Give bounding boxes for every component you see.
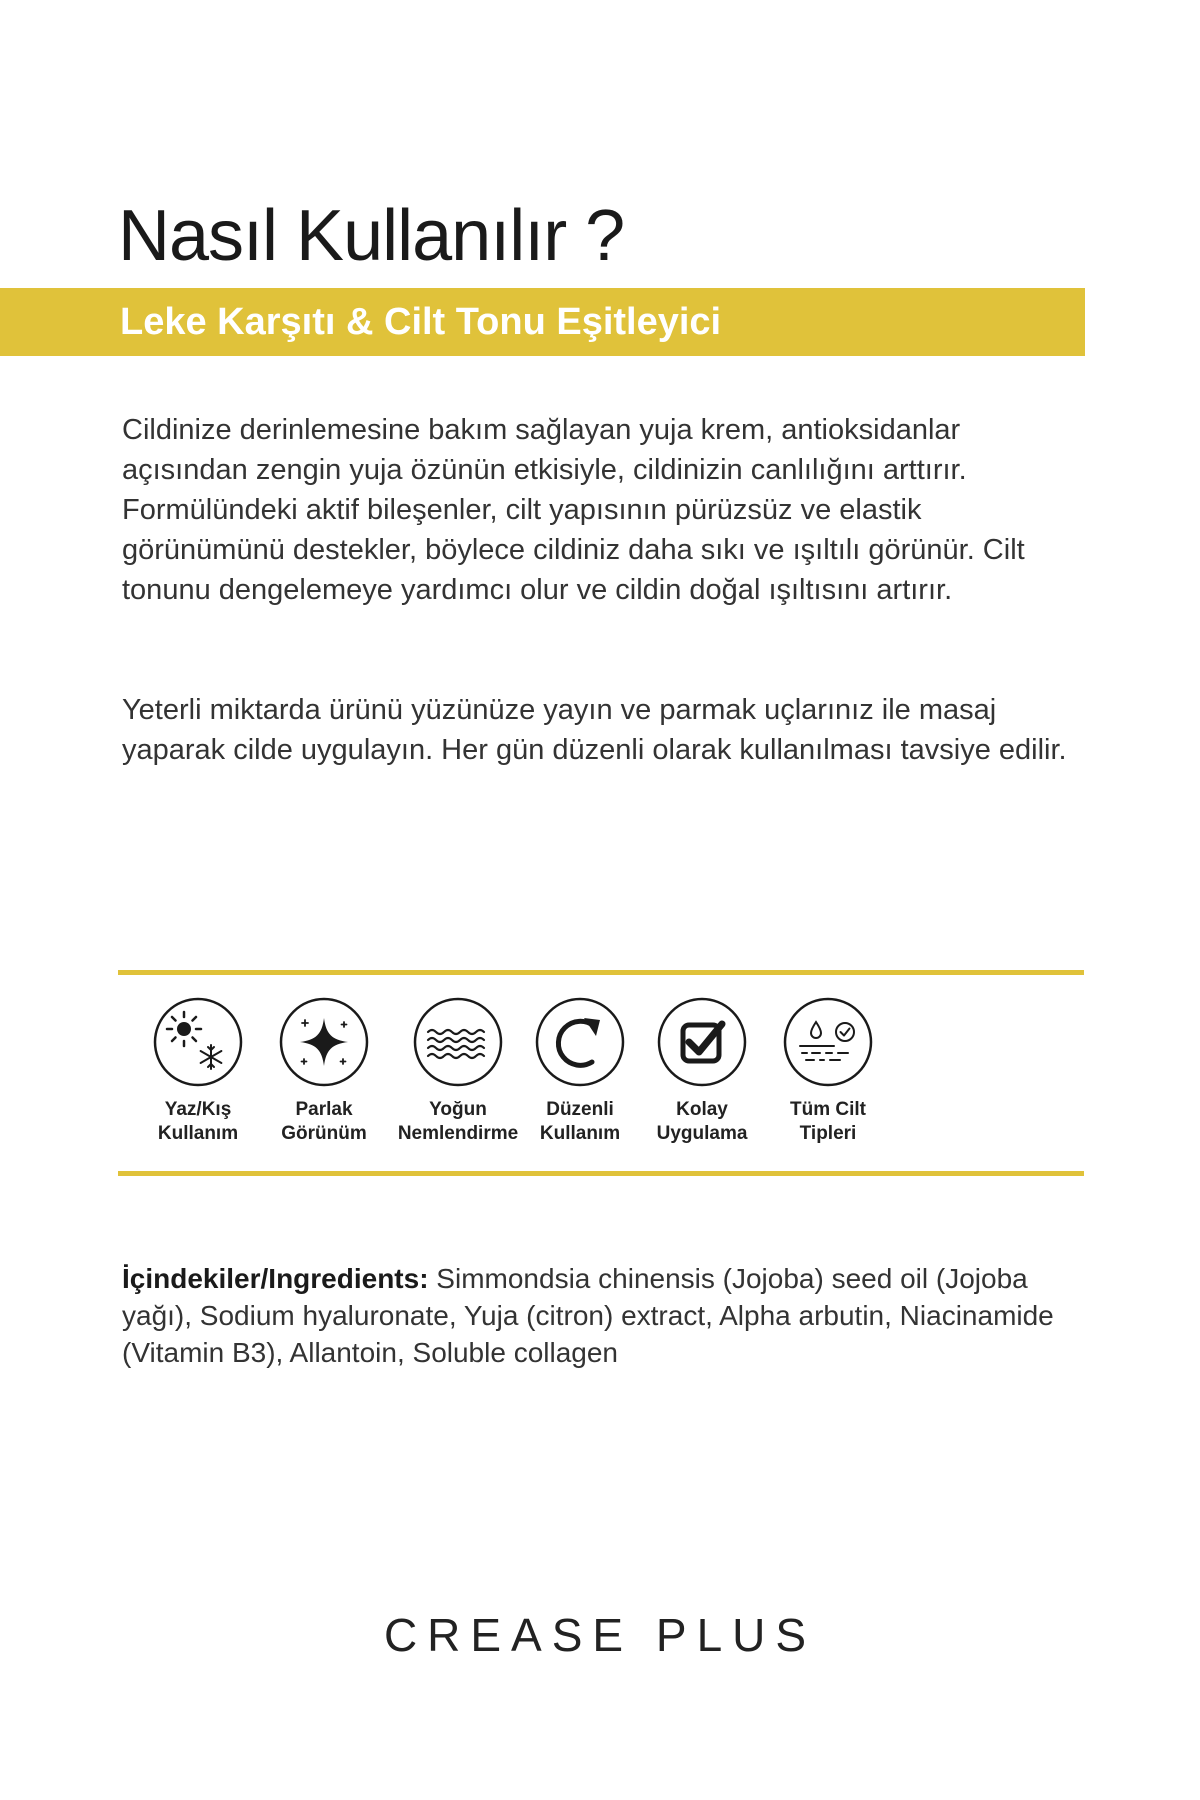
feature-label: Parlak Görünüm bbox=[281, 1099, 367, 1144]
feature-label: Kolay Uygulama bbox=[656, 1099, 748, 1144]
subtitle-banner bbox=[0, 288, 1085, 356]
divider-bottom bbox=[118, 1171, 1084, 1176]
checkbox-icon bbox=[656, 996, 748, 1088]
feature-item bbox=[510, 996, 650, 1146]
feature-label: Düzenli Kullanım bbox=[539, 1099, 621, 1144]
skin-layers-icon bbox=[782, 996, 874, 1088]
feature-label: Yaz/Kış Kullanım bbox=[157, 1099, 239, 1144]
feature-icons-row bbox=[118, 996, 1084, 1156]
feature-item bbox=[254, 996, 394, 1146]
feature-label: Yoğun Nemlendirme bbox=[397, 1099, 519, 1144]
subtitle-banner-text: Leke Karşıtı & Cilt Tonu Eşitleyici bbox=[120, 301, 722, 343]
feature-label: Tüm Cilt Tipleri bbox=[790, 1099, 866, 1144]
ingredients-text: Simmondsia chinensis (Jojoba) seed oil (Jojoba yağı), Sodium hyaluronate, Yuja (citron) extract, Alpha arbutin, Niacinamide (Vitamin B3), Allantoin, Soluble collagen bbox=[122, 1263, 1054, 1368]
page-title: Nasıl Kullanılır ? bbox=[118, 196, 625, 276]
divider-top bbox=[118, 970, 1084, 975]
ingredients-label: İçindekiler/Ingredients: bbox=[122, 1263, 429, 1294]
feature-item bbox=[128, 996, 268, 1146]
brand-logo-text: CREASE PLUS bbox=[383, 1609, 817, 1661]
sun-snowflake-icon bbox=[152, 996, 244, 1088]
feature-item bbox=[632, 996, 772, 1146]
feature-item bbox=[758, 996, 898, 1146]
feature-item bbox=[388, 996, 528, 1146]
refresh-arrow-icon bbox=[534, 996, 626, 1088]
ingredients-section bbox=[122, 1260, 1082, 1371]
sparkle-icon bbox=[278, 996, 370, 1088]
usage-paragraph: Yeterli miktarda ürünü yüzünüze yayın ve parmak uçlarınız ile masaj yaparak cilde uygulayın. Her gün düzenli olarak kullanılması tavsiye edilir. bbox=[122, 694, 1067, 766]
description-paragraph: Cildinize derinlemesine bakım sağlayan yuja krem, antioksidanlar açısından zengin yuja özünün etkisiyle, cildinizin canlılığını arttırır. Formülündeki aktif bileşenler, cilt yapısının pürüzsüz ve elastik görünümünü destekler, böylece cildiniz daha sıkı ve ışıltılı görünür. Cilt tonunu dengelemeye yardımcı olur ve cildin doğal ışıltısını artırır. bbox=[122, 414, 1025, 606]
waves-icon bbox=[412, 996, 504, 1088]
